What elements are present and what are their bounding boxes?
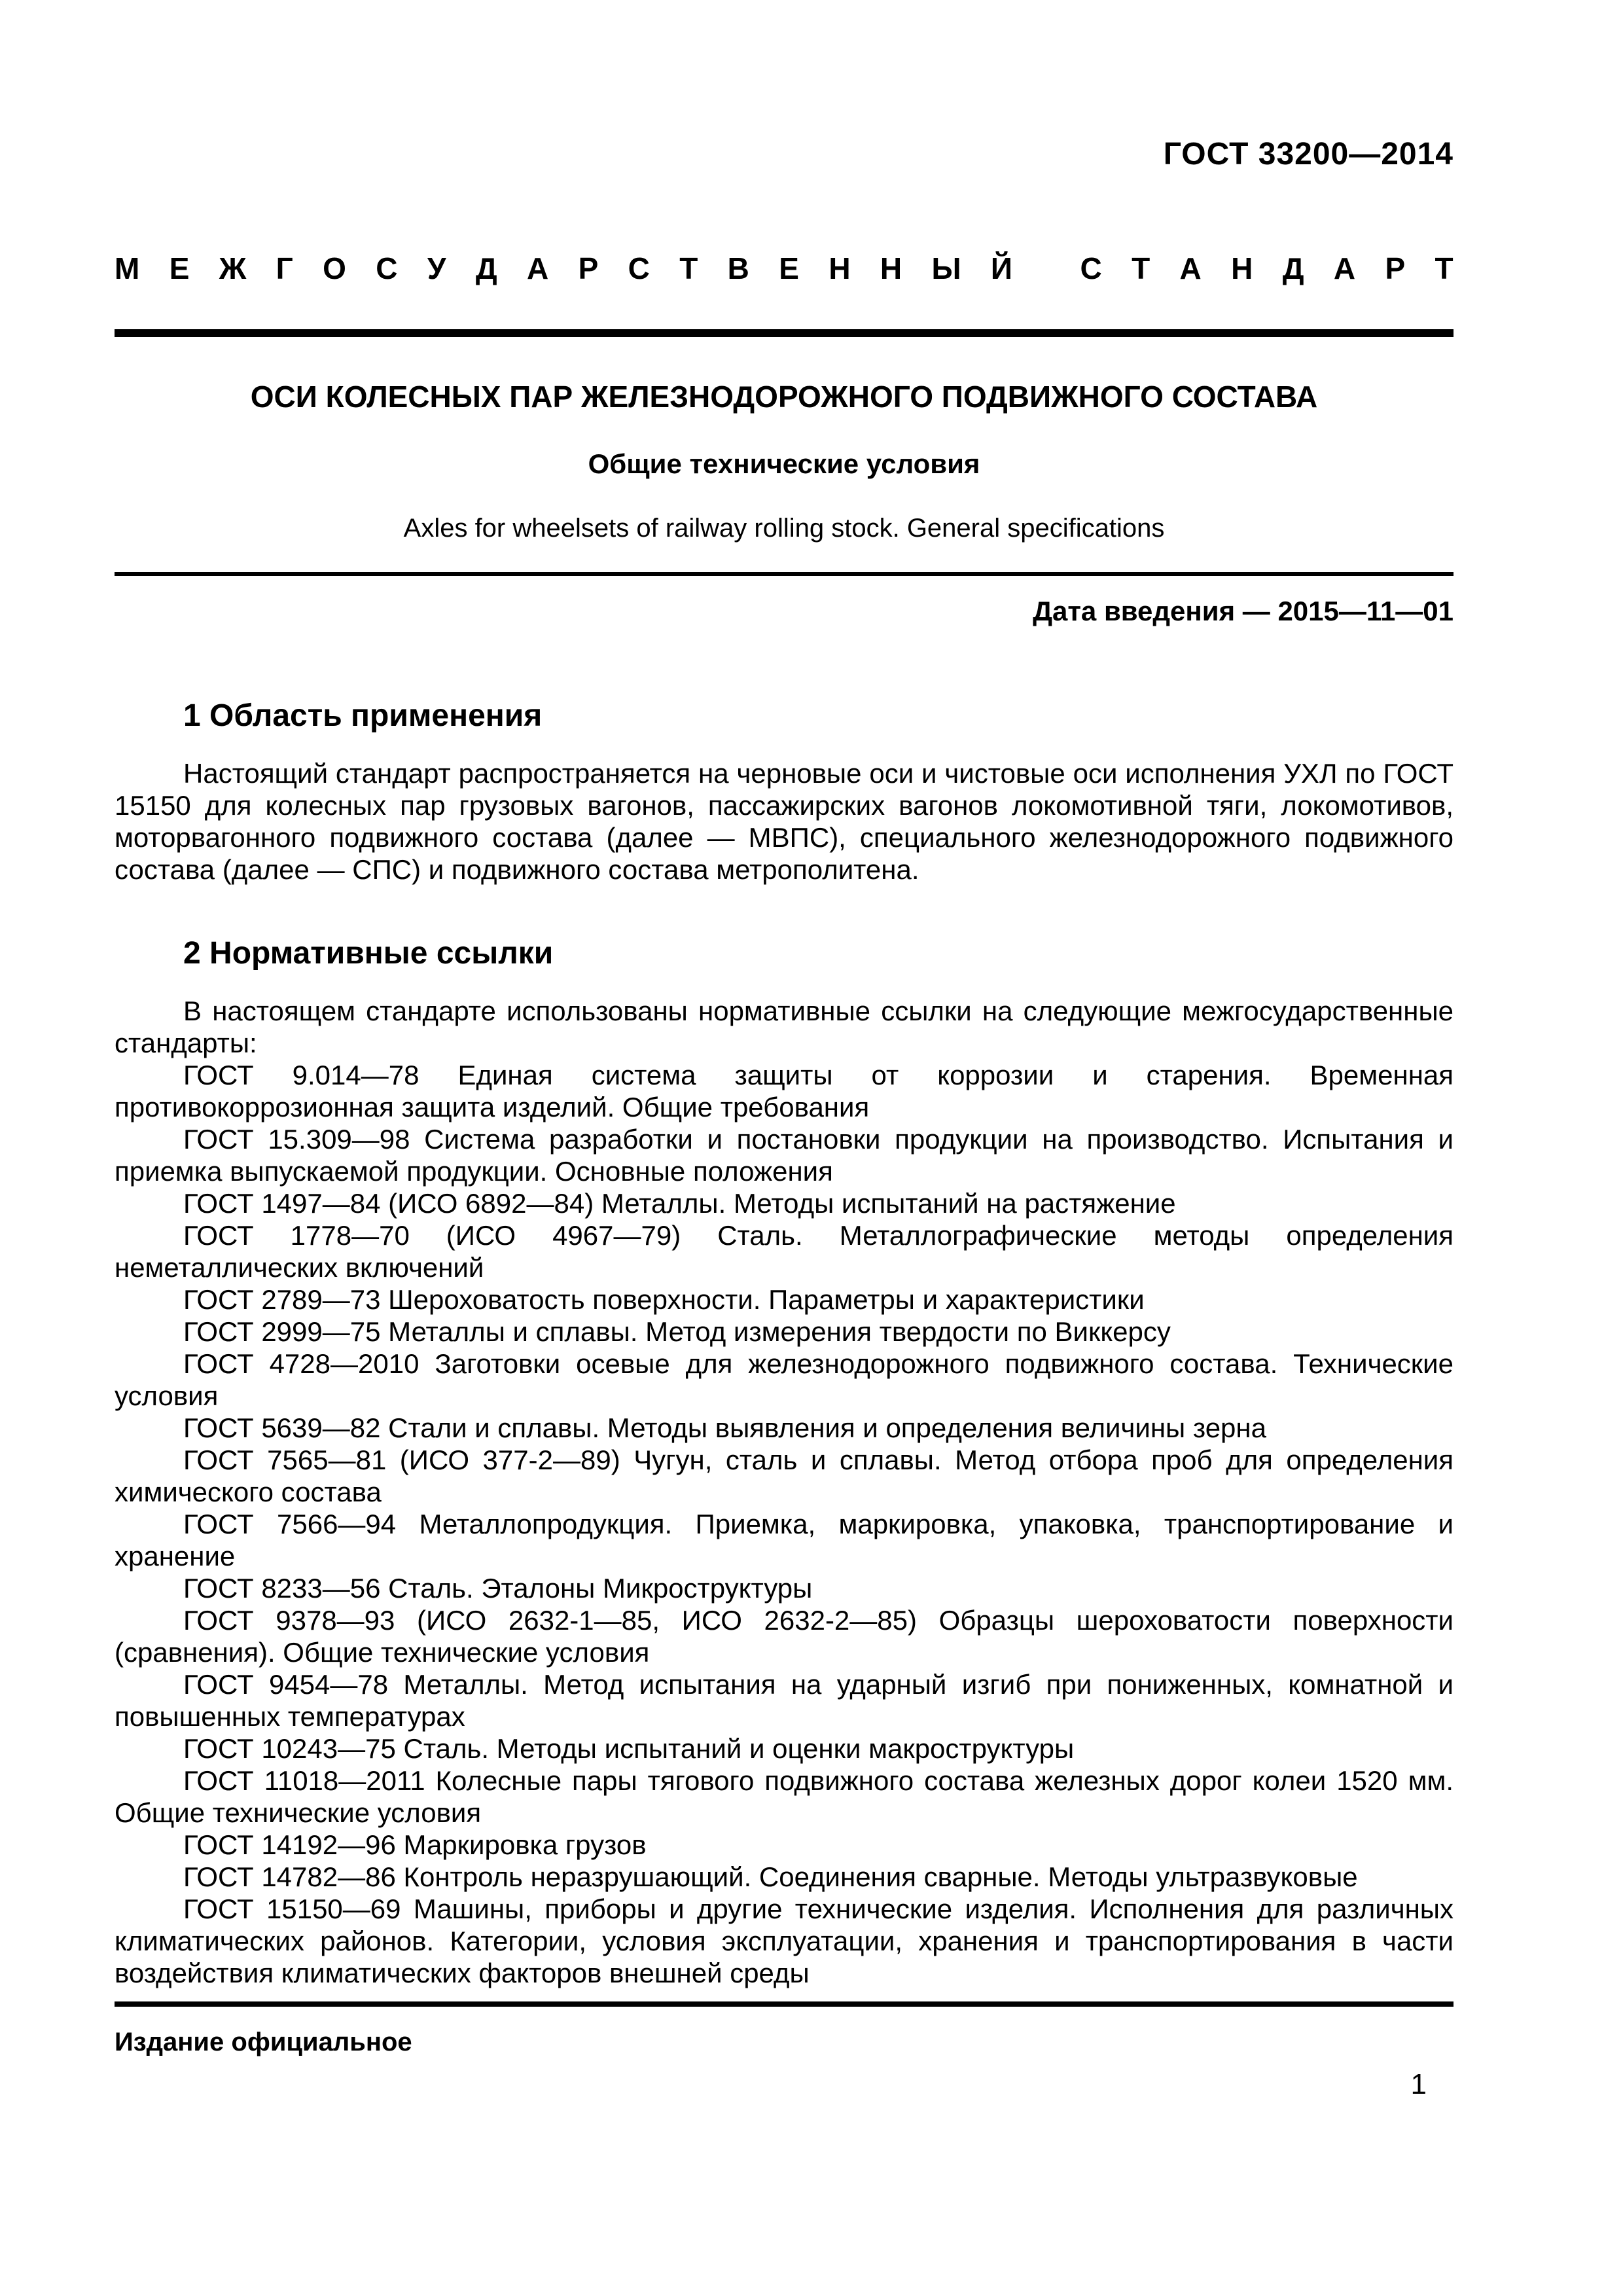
standard-type-banner: М Е Ж Г О С У Д А Р С Т В Е Н Н Ы Й С Т А Н Д А Р Т xyxy=(115,251,1454,285)
document-title: ОСИ КОЛЕСНЫХ ПАР ЖЕЛЕЗНОДОРОЖНОГО ПОДВИЖНОГО СОСТАВА xyxy=(250,380,1318,414)
reference-item: ГОСТ 1778—70 (ИСО 4967—79) Сталь. Металлографические методы определения неметаллических включений xyxy=(115,1220,1454,1283)
reference-item: ГОСТ 2789—73 Шероховатость поверхности. Параметры и характеристики xyxy=(183,1284,1145,1315)
title-separator-rule xyxy=(115,572,1454,576)
document-title-english: Axles for wheelsets of railway rolling stock. General specifications xyxy=(403,514,1165,543)
document-subtitle: Общие технические условия xyxy=(588,448,980,479)
reference-item: ГОСТ 8233—56 Сталь. Эталоны Микроструктуры xyxy=(183,1573,813,1604)
reference-item: ГОСТ 15150—69 Машины, приборы и другие технические изделия. Исполнения для различных климатических районов. Категории, условия эксплуатации, хранения и транспортирования в части воздействия климатических факторов внешней среды xyxy=(115,1893,1454,1988)
section-2-heading: 2 Нормативные ссылки xyxy=(183,936,554,971)
reference-item: ГОСТ 9378—93 (ИСО 2632-1—85, ИСО 2632-2—85) Образцы шероховатости поверхности (сравнения). Общие технические условия xyxy=(115,1605,1454,1668)
reference-item: ГОСТ 4728—2010 Заготовки осевые для железнодорожного подвижного состава. Технические условия xyxy=(115,1348,1454,1411)
section-2-body xyxy=(115,995,1454,1989)
reference-item: ГОСТ 5639—82 Стали и сплавы. Методы выявления и определения величины зерна xyxy=(183,1412,1266,1443)
reference-item: ГОСТ 7566—94 Металлопродукция. Приемка, маркировка, упаковка, транспортирование и хранение xyxy=(115,1509,1454,1571)
page-number: 1 xyxy=(1410,2068,1427,2100)
edition-note: Издание официальное xyxy=(115,2028,412,2056)
footer-rule xyxy=(115,2001,1454,2007)
reference-item: ГОСТ 14192—96 Маркировка грузов xyxy=(183,1829,647,1860)
section-normative-references xyxy=(115,935,1454,1989)
section-2-intro: В настоящем стандарте использованы нормативные ссылки на следующие межгосударственные стандарты: xyxy=(115,996,1454,1058)
section-1-paragraph: Настоящий стандарт распространяется на черновые оси и чистовые оси исполнения УХЛ по ГОСТ 15150 для колесных пар грузовых вагонов, пассажирских вагонов локомотивной тяги, локомотивов, моторвагонного подвижного состава (далее — МВПС), специального железнодорожного подвижного состава (далее — СПС) и подвижного состава метрополитена. xyxy=(115,758,1454,885)
reference-item: ГОСТ 15.309—98 Система разработки и постановки продукции на производство. Испытания и приемка выпускаемой продукции. Основные положения xyxy=(115,1124,1454,1187)
reference-item: ГОСТ 11018—2011 Колесные пары тягового подвижного состава железных дорог колеи 1520 мм. Общие технические условия xyxy=(115,1765,1454,1828)
reference-item: ГОСТ 10243—75 Сталь. Методы испытаний и оценки макроструктуры xyxy=(183,1733,1075,1764)
section-1-body xyxy=(115,757,1454,886)
header-rule xyxy=(115,329,1454,337)
section-1-heading: 1 Область применения xyxy=(183,698,543,733)
reference-item: ГОСТ 1497—84 (ИСО 6892—84) Металлы. Методы испытаний на растяжение xyxy=(183,1188,1176,1219)
effective-date: Дата введения — 2015—11—01 xyxy=(1033,596,1454,626)
reference-item: ГОСТ 14782—86 Контроль неразрушающий. Соединения сварные. Методы ультразвуковые xyxy=(183,1861,1358,1892)
reference-item: ГОСТ 7565—81 (ИСО 377-2—89) Чугун, сталь и сплавы. Метод отбора проб для определения химического состава xyxy=(115,1444,1454,1507)
doc-code: ГОСТ 33200—2014 xyxy=(1163,137,1454,171)
reference-item: ГОСТ 2999—75 Металлы и сплавы. Метод измерения твердости по Виккерсу xyxy=(183,1316,1171,1347)
reference-item: ГОСТ 9454—78 Металлы. Метод испытания на ударный изгиб при пониженных, комнатной и повышенных температурах xyxy=(115,1669,1454,1732)
section-scope xyxy=(115,698,1454,886)
reference-item: ГОСТ 9.014—78 Единая система защиты от коррозии и старения. Временная противокоррозионная защита изделий. Общие требования xyxy=(115,1060,1454,1122)
